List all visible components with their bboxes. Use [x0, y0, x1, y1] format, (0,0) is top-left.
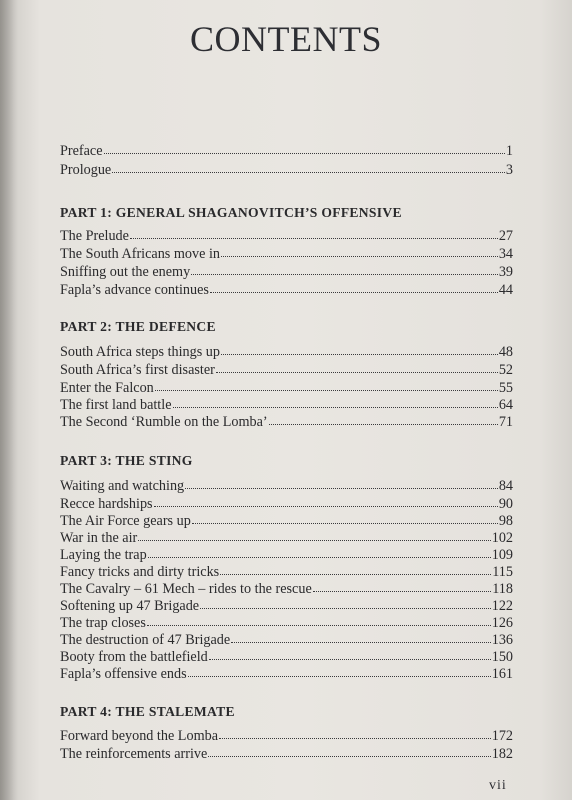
toc-entry-page: 3	[505, 162, 513, 178]
toc-entry-label: South Africa’s first disaster	[60, 362, 215, 378]
toc-entry-page: 64	[498, 397, 513, 413]
toc-entry	[60, 263, 513, 282]
toc-entry-page: 27	[498, 228, 513, 244]
toc-entry-label: Prologue	[60, 162, 112, 178]
toc-entry-page: 136	[491, 632, 513, 648]
toc-entry-label: The reinforcements arrive	[60, 746, 208, 762]
toc-entry-page: 115	[492, 564, 513, 580]
dot-leader	[185, 488, 498, 489]
dot-leader	[154, 506, 498, 507]
toc-entry-page: 172	[491, 728, 513, 744]
part-3-heading: PART 3: THE STING	[60, 453, 193, 468]
page-title: CONTENTS	[190, 19, 382, 59]
dot-leader	[191, 274, 498, 275]
toc-entry	[60, 727, 513, 746]
dot-leader	[130, 238, 498, 239]
dot-leader	[147, 625, 491, 626]
toc-entry-label: Fapla’s offensive ends	[60, 666, 187, 682]
toc-entry-page: 102	[491, 530, 513, 546]
dot-leader	[220, 574, 491, 575]
toc-entry-label: The destruction of 47 Brigade	[60, 632, 231, 648]
toc-entry	[60, 343, 513, 362]
toc-entry	[60, 227, 513, 246]
toc-entry-page: 55	[498, 380, 513, 396]
toc-entry-label: Preface	[60, 143, 103, 159]
toc-entry-page: 34	[498, 246, 513, 262]
toc-entry-label: Sniffing out the enemy	[60, 264, 191, 280]
toc-entry-page: 52	[498, 362, 513, 378]
toc-entry-label: Softening up 47 Brigade	[60, 598, 200, 614]
part-1-heading: PART 1: GENERAL SHAGANOVITCH’S OFFENSIVE	[60, 205, 402, 220]
dot-leader	[112, 172, 505, 173]
toc-entry-label: Laying the trap	[60, 547, 147, 563]
toc-entry-label: South Africa steps things up	[60, 344, 220, 360]
toc-entry	[60, 245, 513, 264]
part-4-heading: PART 4: THE STALEMATE	[60, 704, 235, 719]
toc-entry-label: Fapla’s advance continues	[60, 282, 209, 298]
dot-leader	[188, 676, 491, 677]
toc-entry-label: The Cavalry – 61 Mech – rides to the rescue	[60, 581, 312, 597]
toc-entry-page: 84	[498, 478, 513, 494]
toc-entry-label: The Air Force gears up	[60, 513, 191, 529]
toc-entry-page: 150	[491, 649, 513, 665]
dot-leader	[192, 523, 498, 524]
dot-leader	[221, 256, 498, 257]
toc-entry	[60, 281, 513, 300]
toc-entry-prologue	[60, 161, 513, 180]
dot-leader	[269, 424, 498, 425]
toc-entry	[60, 477, 513, 496]
toc-entry	[60, 665, 513, 684]
dot-leader	[208, 756, 490, 757]
toc-entry-page: 48	[498, 344, 513, 360]
toc-entry-label: The Second ‘Rumble on the Lomba’	[60, 414, 268, 430]
toc-entry-preface	[60, 142, 513, 161]
toc-entry-page: 71	[498, 414, 513, 430]
dot-leader	[313, 591, 491, 592]
dot-leader	[231, 642, 491, 643]
dot-leader	[138, 540, 490, 541]
dot-leader	[104, 153, 505, 154]
toc-entry-label: Booty from the battlefield	[60, 649, 208, 665]
toc-entry-label: Fancy tricks and dirty tricks	[60, 564, 220, 580]
dot-leader	[210, 292, 498, 293]
toc-entry-label: Recce hardships	[60, 496, 153, 512]
page-number: vii	[489, 778, 507, 793]
toc-entry	[60, 361, 513, 380]
dot-leader	[209, 659, 491, 660]
toc-entry-page: 1	[505, 143, 513, 159]
toc-entry-page: 44	[498, 282, 513, 298]
dot-leader	[219, 738, 491, 739]
dot-leader	[221, 354, 498, 355]
dot-leader	[155, 390, 498, 391]
toc-entry-page: 98	[498, 513, 513, 529]
toc-entry-page: 90	[498, 496, 513, 512]
dot-leader	[148, 557, 491, 558]
dot-leader	[216, 372, 498, 373]
dot-leader	[173, 407, 498, 408]
toc-entry	[60, 413, 513, 432]
toc-entry-page: 161	[491, 666, 513, 682]
gutter-shadow	[0, 0, 18, 800]
dot-leader	[200, 608, 491, 609]
toc-entry-page: 122	[491, 598, 513, 614]
toc-entry	[60, 745, 513, 764]
part-2-heading: PART 2: THE DEFENCE	[60, 319, 216, 334]
toc-entry-label: The trap closes	[60, 615, 146, 631]
toc-entry-label: Waiting and watching	[60, 478, 185, 494]
toc-entry-label: Enter the Falcon	[60, 380, 154, 396]
toc-entry-page: 39	[498, 264, 513, 280]
toc-entry-label: The South Africans move in	[60, 246, 220, 262]
toc-entry-page: 126	[491, 615, 513, 631]
toc-entry-page: 109	[491, 547, 513, 563]
toc-entry-label: Forward beyond the Lomba	[60, 728, 218, 744]
toc-entry-page: 182	[491, 746, 513, 762]
toc-entry-label: War in the air	[60, 530, 138, 546]
toc-entry-label: The Prelude	[60, 228, 129, 244]
toc-entry-page: 118	[492, 581, 513, 597]
toc-entry-label: The first land battle	[60, 397, 172, 413]
